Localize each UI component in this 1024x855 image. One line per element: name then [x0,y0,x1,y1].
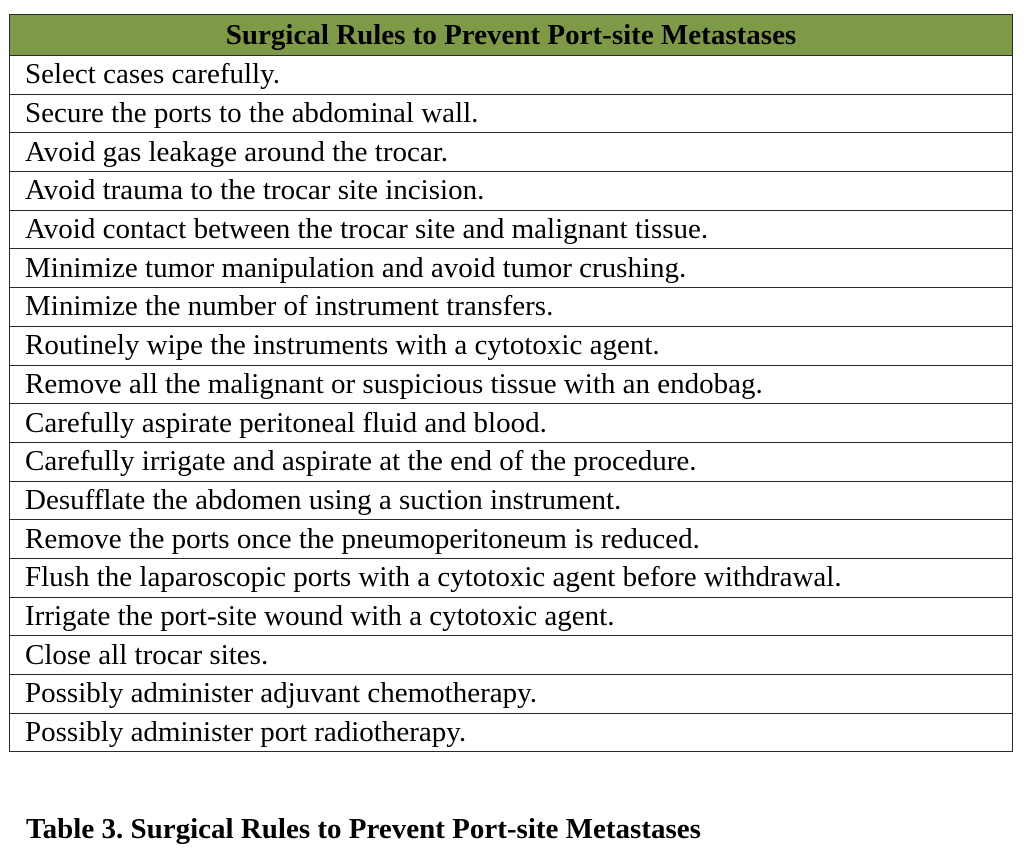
table-cell: Minimize the number of instrument transfers. [10,288,1013,327]
table-cell: Remove the ports once the pneumoperitoneum is reduced. [10,520,1013,559]
table-row [10,56,1013,95]
table-row [10,365,1013,404]
table-row [10,288,1013,327]
table-cell: Secure the ports to the abdominal wall. [10,94,1013,133]
table-cell: Irrigate the port-site wound with a cytotoxic agent. [10,597,1013,636]
table-row [10,558,1013,597]
table-cell: Routinely wipe the instruments with a cytotoxic agent. [10,326,1013,365]
table-cell: Desufflate the abdomen using a suction instrument. [10,481,1013,520]
table-row [10,326,1013,365]
table-cell: Minimize tumor manipulation and avoid tumor crushing. [10,249,1013,288]
table-row [10,210,1013,249]
table-header: Surgical Rules to Prevent Port-site Metastases [10,15,1013,56]
table-cell: Avoid gas leakage around the trocar. [10,133,1013,172]
table-row [10,675,1013,714]
rules-table-container [9,14,1013,752]
table-cell: Close all trocar sites. [10,636,1013,675]
table-caption: Table 3. Surgical Rules to Prevent Port-site Metastases [26,813,701,845]
table-row [10,597,1013,636]
table-cell: Possibly administer adjuvant chemotherapy. [10,675,1013,714]
table-cell: Carefully aspirate peritoneal fluid and blood. [10,404,1013,443]
rules-table [9,14,1013,752]
table-cell: Avoid trauma to the trocar site incision. [10,172,1013,211]
table-cell: Flush the laparoscopic ports with a cytotoxic agent before withdrawal. [10,558,1013,597]
table-row [10,442,1013,481]
table-cell: Avoid contact between the trocar site and malignant tissue. [10,210,1013,249]
table-row [10,404,1013,443]
table-row [10,133,1013,172]
table-row [10,713,1013,752]
table-row [10,481,1013,520]
table-cell: Select cases carefully. [10,56,1013,95]
table-cell: Carefully irrigate and aspirate at the end of the procedure. [10,442,1013,481]
table-cell: Remove all the malignant or suspicious tissue with an endobag. [10,365,1013,404]
table-cell: Possibly administer port radiotherapy. [10,713,1013,752]
table-row [10,94,1013,133]
table-row [10,172,1013,211]
table-header-row [10,15,1013,56]
table-row [10,520,1013,559]
table-row [10,636,1013,675]
table-row [10,249,1013,288]
